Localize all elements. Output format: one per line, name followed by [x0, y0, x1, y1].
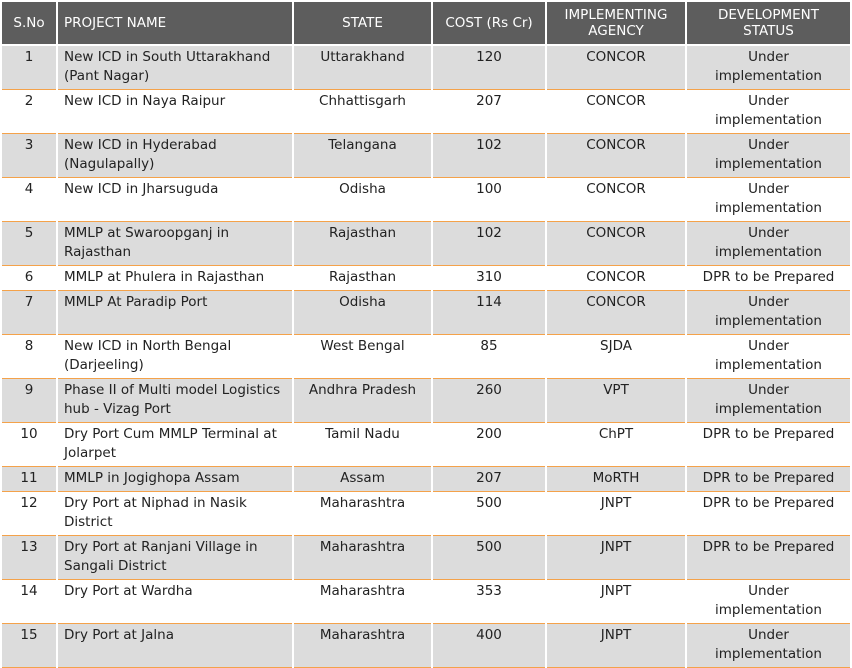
cell-development-status: Under implementation: [686, 335, 851, 379]
cell-state: Assam: [293, 467, 432, 492]
cell-development-status: Under implementation: [686, 134, 851, 178]
cell-sno: 12: [1, 492, 57, 536]
cell-cost: 353: [432, 580, 546, 624]
cell-development-status: Under implementation: [686, 90, 851, 134]
table-row: [1, 291, 851, 335]
cell-development-status: DPR to be Prepared: [686, 266, 851, 291]
cell-sno: 11: [1, 467, 57, 492]
table-row: [1, 379, 851, 423]
cell-implementing-agency: ChPT: [546, 423, 686, 467]
cell-development-status: Under implementation: [686, 291, 851, 335]
cell-development-status: DPR to be Prepared: [686, 467, 851, 492]
table-row: [1, 134, 851, 178]
cell-cost: 500: [432, 536, 546, 580]
cell-implementing-agency: SJDA: [546, 335, 686, 379]
cell-cost: 310: [432, 266, 546, 291]
cell-project-name: MMLP at Phulera in Rajasthan: [57, 266, 293, 291]
cell-sno: 8: [1, 335, 57, 379]
table-row: [1, 222, 851, 266]
header-implementing-agency: IMPLEMENTING AGENCY: [546, 1, 686, 45]
cell-project-name: MMLP At Paradip Port: [57, 291, 293, 335]
table-row: [1, 580, 851, 624]
cell-project-name: Dry Port at Jalna: [57, 624, 293, 668]
table-header-row: [1, 1, 851, 45]
cell-implementing-agency: CONCOR: [546, 45, 686, 90]
cell-state: Maharashtra: [293, 624, 432, 668]
cell-implementing-agency: CONCOR: [546, 266, 686, 291]
header-cost: COST (Rs Cr): [432, 1, 546, 45]
cell-implementing-agency: CONCOR: [546, 90, 686, 134]
cell-state: Odisha: [293, 291, 432, 335]
cell-implementing-agency: CONCOR: [546, 222, 686, 266]
cell-development-status: DPR to be Prepared: [686, 492, 851, 536]
cell-development-status: DPR to be Prepared: [686, 423, 851, 467]
table-row: [1, 90, 851, 134]
cell-development-status: Under implementation: [686, 45, 851, 90]
cell-project-name: Phase II of Multi model Logistics hub - Vizag Port: [57, 379, 293, 423]
table-row: [1, 492, 851, 536]
cell-cost: 102: [432, 222, 546, 266]
header-project-name: PROJECT NAME: [57, 1, 293, 45]
cell-project-name: New ICD in Naya Raipur: [57, 90, 293, 134]
table-row: [1, 266, 851, 291]
cell-state: Uttarakhand: [293, 45, 432, 90]
cell-state: Rajasthan: [293, 222, 432, 266]
table-body: [1, 45, 851, 668]
cell-sno: 6: [1, 266, 57, 291]
cell-implementing-agency: MoRTH: [546, 467, 686, 492]
cell-sno: 10: [1, 423, 57, 467]
cell-cost: 200: [432, 423, 546, 467]
cell-development-status: Under implementation: [686, 624, 851, 668]
table-row: [1, 624, 851, 668]
cell-implementing-agency: JNPT: [546, 492, 686, 536]
cell-sno: 4: [1, 178, 57, 222]
cell-development-status: DPR to be Prepared: [686, 536, 851, 580]
cell-state: Maharashtra: [293, 492, 432, 536]
cell-cost: 120: [432, 45, 546, 90]
cell-cost: 500: [432, 492, 546, 536]
table-row: [1, 536, 851, 580]
cell-implementing-agency: CONCOR: [546, 134, 686, 178]
cell-state: Chhattisgarh: [293, 90, 432, 134]
cell-cost: 260: [432, 379, 546, 423]
cell-cost: 207: [432, 467, 546, 492]
cell-project-name: Dry Port at Niphad in Nasik District: [57, 492, 293, 536]
cell-project-name: New ICD in South Uttarakhand (Pant Nagar): [57, 45, 293, 90]
cell-project-name: MMLP at Swaroopganj in Rajasthan: [57, 222, 293, 266]
cell-sno: 15: [1, 624, 57, 668]
cell-project-name: MMLP in Jogighopa Assam: [57, 467, 293, 492]
cell-sno: 7: [1, 291, 57, 335]
header-state: STATE: [293, 1, 432, 45]
cell-development-status: Under implementation: [686, 379, 851, 423]
cell-implementing-agency: JNPT: [546, 536, 686, 580]
cell-sno: 14: [1, 580, 57, 624]
cell-sno: 2: [1, 90, 57, 134]
header-sno: S.No: [1, 1, 57, 45]
cell-state: Maharashtra: [293, 536, 432, 580]
cell-implementing-agency: JNPT: [546, 580, 686, 624]
table-row: [1, 335, 851, 379]
cell-cost: 85: [432, 335, 546, 379]
table-row: [1, 423, 851, 467]
cell-cost: 207: [432, 90, 546, 134]
cell-project-name: Dry Port Cum MMLP Terminal at Jolarpet: [57, 423, 293, 467]
cell-state: Andhra Pradesh: [293, 379, 432, 423]
cell-cost: 100: [432, 178, 546, 222]
cell-implementing-agency: CONCOR: [546, 291, 686, 335]
cell-project-name: New ICD in Hyderabad (Nagulapally): [57, 134, 293, 178]
cell-sno: 5: [1, 222, 57, 266]
cell-state: Tamil Nadu: [293, 423, 432, 467]
cell-project-name: New ICD in North Bengal (Darjeeling): [57, 335, 293, 379]
cell-sno: 9: [1, 379, 57, 423]
cell-sno: 1: [1, 45, 57, 90]
cell-state: Telangana: [293, 134, 432, 178]
table-row: [1, 467, 851, 492]
cell-implementing-agency: CONCOR: [546, 178, 686, 222]
cell-state: Odisha: [293, 178, 432, 222]
cell-development-status: Under implementation: [686, 178, 851, 222]
header-development-status: DEVELOPMENT STATUS: [686, 1, 851, 45]
cell-development-status: Under implementation: [686, 580, 851, 624]
table-row: [1, 178, 851, 222]
cell-implementing-agency: JNPT: [546, 624, 686, 668]
cell-implementing-agency: VPT: [546, 379, 686, 423]
cell-state: Maharashtra: [293, 580, 432, 624]
cell-sno: 3: [1, 134, 57, 178]
cell-cost: 114: [432, 291, 546, 335]
cell-state: West Bengal: [293, 335, 432, 379]
cell-project-name: New ICD in Jharsuguda: [57, 178, 293, 222]
cell-project-name: Dry Port at Wardha: [57, 580, 293, 624]
cell-development-status: Under implementation: [686, 222, 851, 266]
cell-cost: 102: [432, 134, 546, 178]
cell-sno: 13: [1, 536, 57, 580]
table-row: [1, 45, 851, 90]
cell-cost: 400: [432, 624, 546, 668]
cell-state: Rajasthan: [293, 266, 432, 291]
cell-project-name: Dry Port at Ranjani Village in Sangali District: [57, 536, 293, 580]
